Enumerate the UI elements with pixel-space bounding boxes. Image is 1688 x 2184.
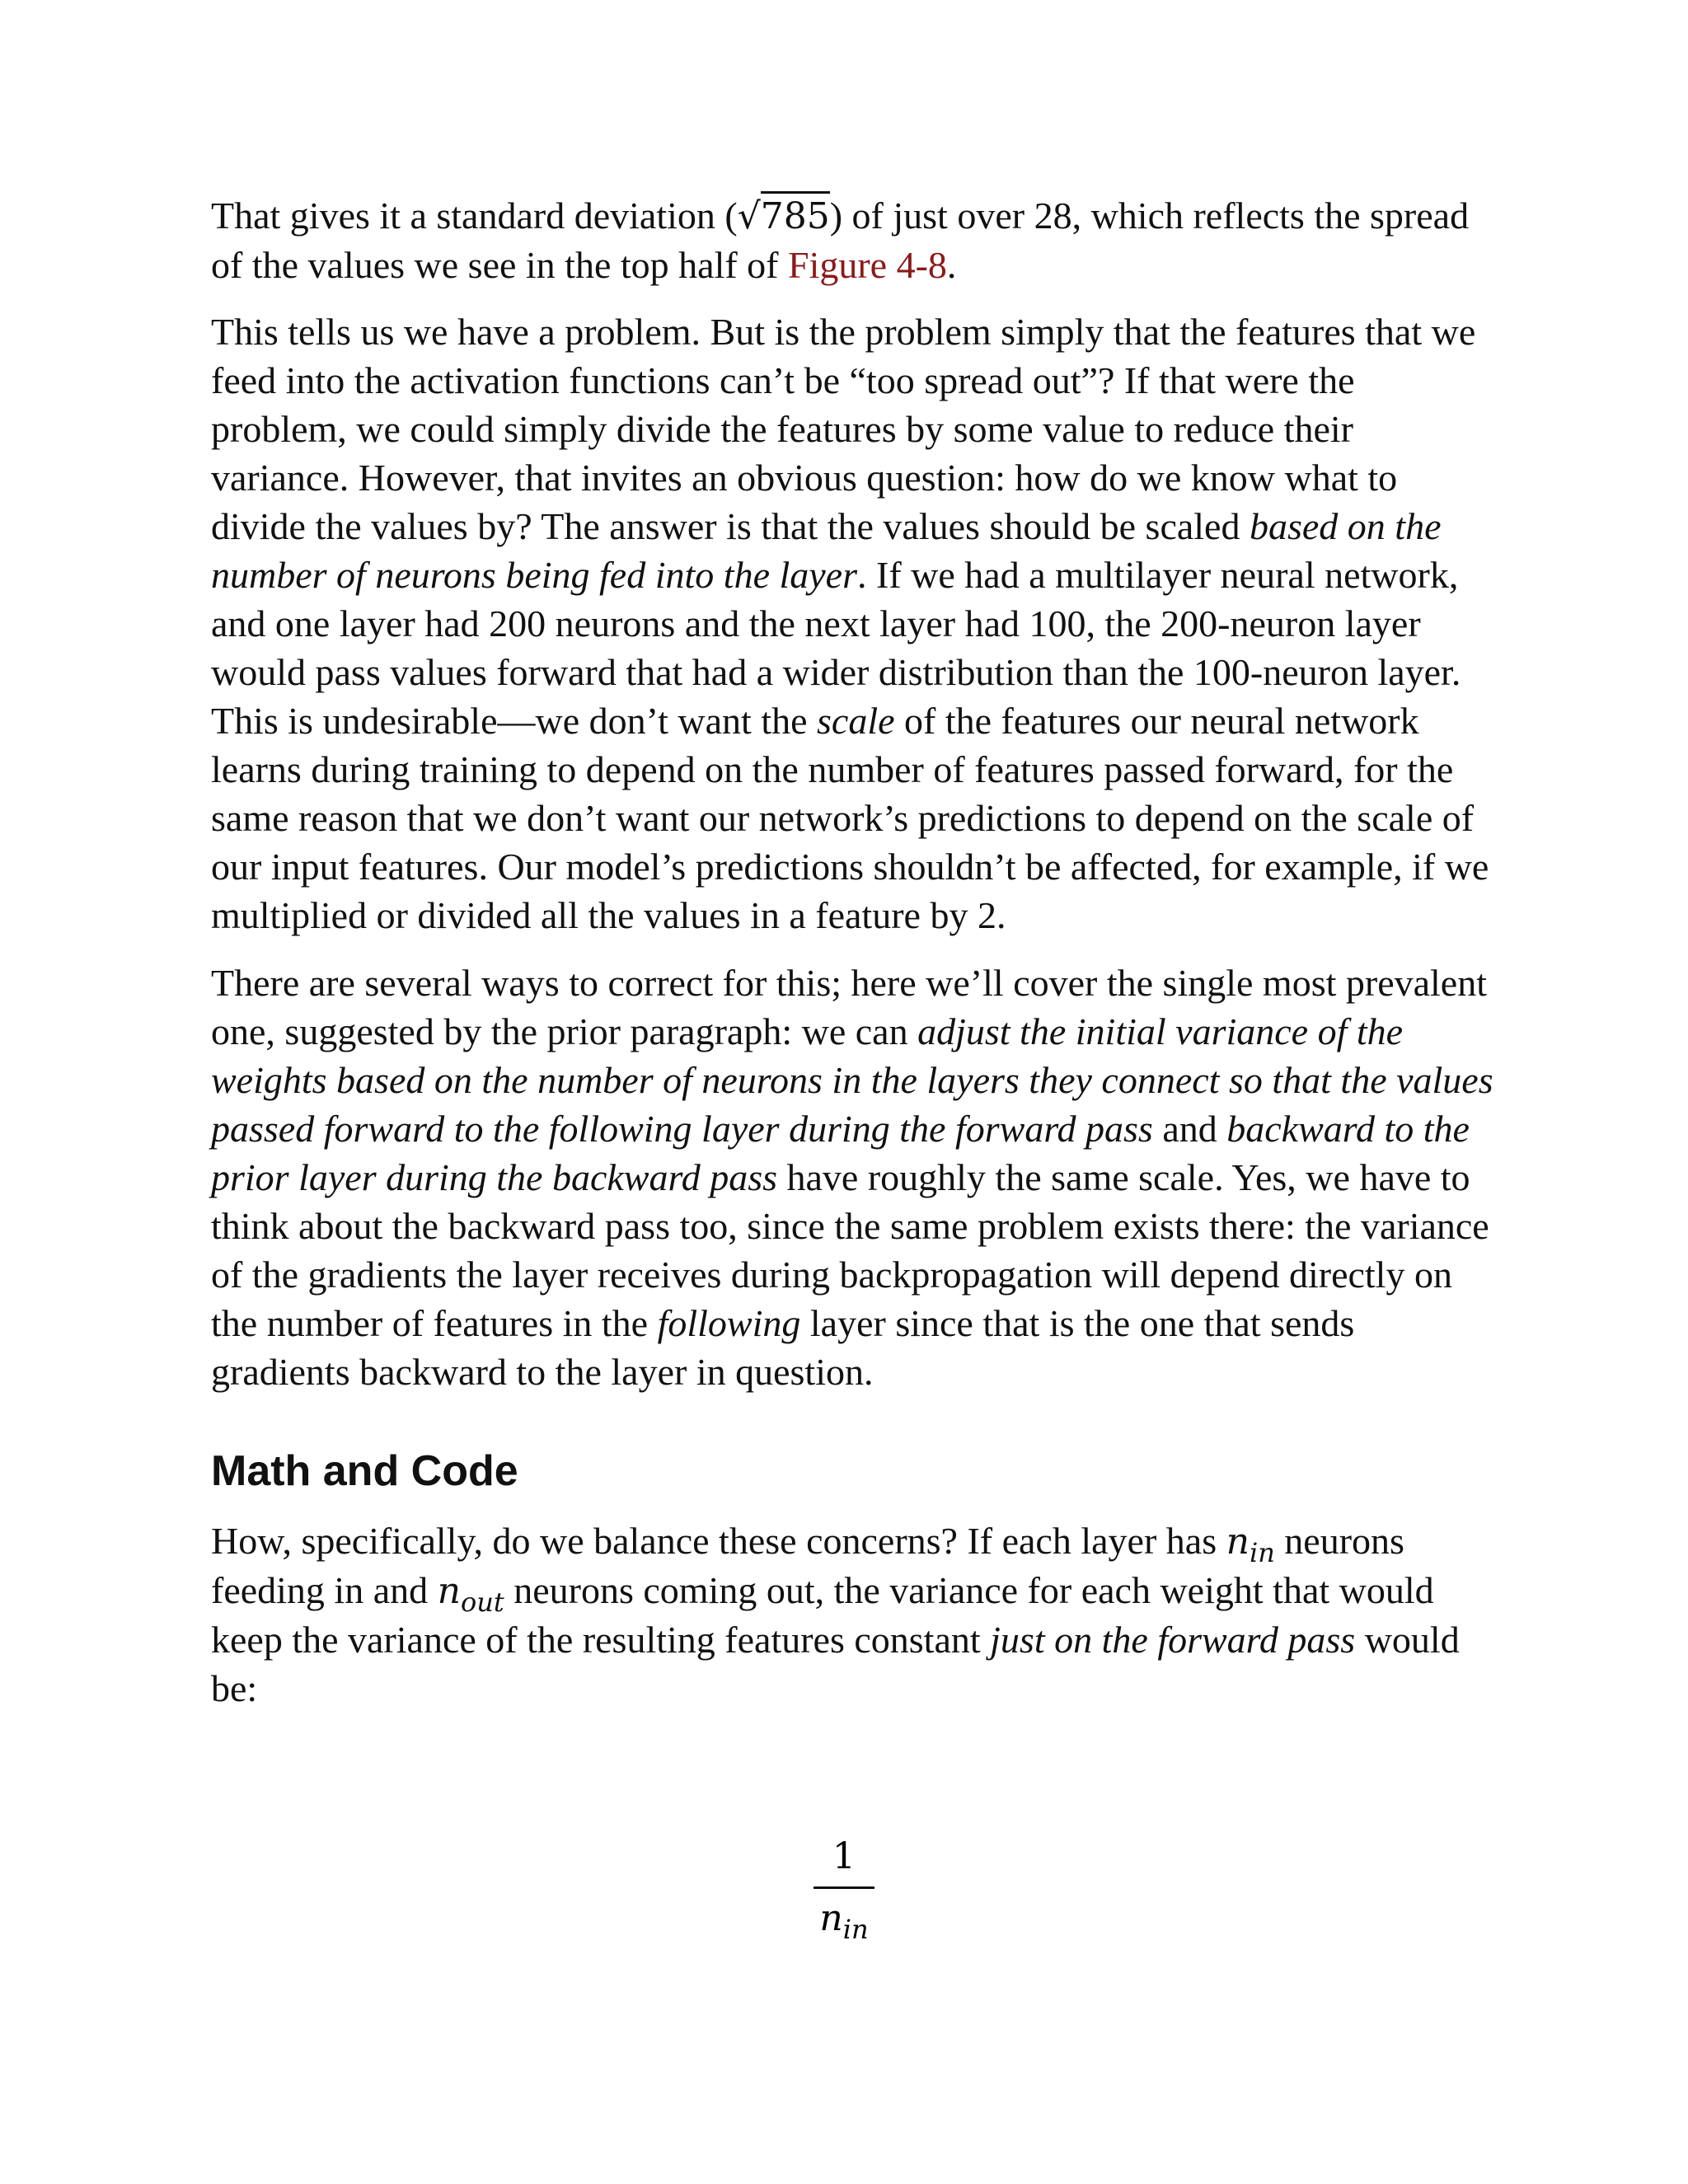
p4-emphasis-a: just on the forward pass — [990, 1619, 1356, 1661]
math-n-in: $n_{in}$ — [1226, 1521, 1275, 1568]
p1-text-b: ) of just over 28, which reflects the spread of the values we see in the top half of — [211, 194, 1470, 286]
paragraph-std-deviation — [211, 191, 1497, 289]
p2-emphasis-a: based on the number of neurons being fed into the layer — [211, 505, 1442, 596]
p4-text-b: neurons feeding in and — [211, 1520, 1404, 1611]
p1-text-c: . — [946, 244, 957, 286]
p2-text-c: of the features our neural network learns during training to depend on the number of features passed forward, for the same reason that we don’t want our network’s predictions to depend on the scale of our input features. Our model’s predictions shouldn’t be affected, for example, if we multiplied or divided all the values in a feature by 2. — [211, 700, 1489, 936]
sqrt-expression — [738, 191, 830, 241]
math-n-out: $n_{out}$ — [437, 1570, 504, 1618]
paragraph-correction — [211, 958, 1497, 1396]
sqrt-radicand: 785 — [761, 191, 830, 237]
p3-text-d: layer since that is the one that sends gradients backward to the layer in question. — [211, 1302, 1355, 1393]
p3-text-b: and — [1152, 1108, 1227, 1150]
p3-emphasis-c: following — [657, 1302, 801, 1344]
p2-emphasis-b: scale — [817, 700, 895, 742]
p1-text-a: That gives it a standard deviation ( — [211, 194, 738, 237]
p4-text-a: How, specifically, do we balance these concerns? If each layer has — [211, 1520, 1226, 1562]
p3-emphasis-a: adjust the initial variance of the weights based on the number of neurons in the layers they connect so that the values passed forward to the following layer during the forward pass — [211, 1010, 1493, 1150]
figure-link[interactable]: Figure 4-8 — [788, 244, 947, 286]
fraction-numerator: 1 — [832, 1835, 856, 1877]
paragraph-math — [211, 1516, 1497, 1713]
p3-text-c: have roughly the same scale. Yes, we have to think about the backward pass too, since the same problem exists there: the variance of the gradients the layer receives during backpropagation will depend directly on the number of features in the — [211, 1156, 1489, 1344]
p3-text-a: There are several ways to correct for this; here we’ll cover the single most prevalent one, suggested by the prior paragraph: we can — [211, 962, 1488, 1052]
p2-text-b: . If we had a multilayer neural network, and one layer had 200 neurons and the next layer had 100, the 200-neuron layer would pass values forward that had a wider distribution than the 100-neuron layer. This is undesirable—we don’t want the — [211, 554, 1461, 742]
document-page — [211, 191, 1497, 1732]
fraction-bar — [814, 1886, 874, 1889]
section-heading: Math and Code — [211, 1447, 518, 1495]
p4-text-c: neurons coming out, the variance for each weight that would keep the variance of the resulting features constant — [211, 1569, 1434, 1661]
variance-equation — [0, 1834, 1688, 1945]
fraction-denominator: $n_{in}$ — [819, 1897, 869, 1945]
p3-emphasis-b: backward to the prior layer during the backward pass — [211, 1108, 1470, 1198]
p2-text-a: This tells us we have a problem. But is the problem simply that the features that we feed into the activation functions can’t be “too spread out”? If that were the problem, we could simply divide the features by some value to reduce their variance. However, that invites an obvious question: how do we know what to divide the values by? The answer is that the values should be scaled — [211, 311, 1476, 547]
paragraph-problem — [211, 307, 1497, 940]
radical-sign: √ — [737, 195, 761, 237]
p4-text-d: would be: — [211, 1619, 1460, 1709]
fraction — [814, 1834, 874, 1945]
